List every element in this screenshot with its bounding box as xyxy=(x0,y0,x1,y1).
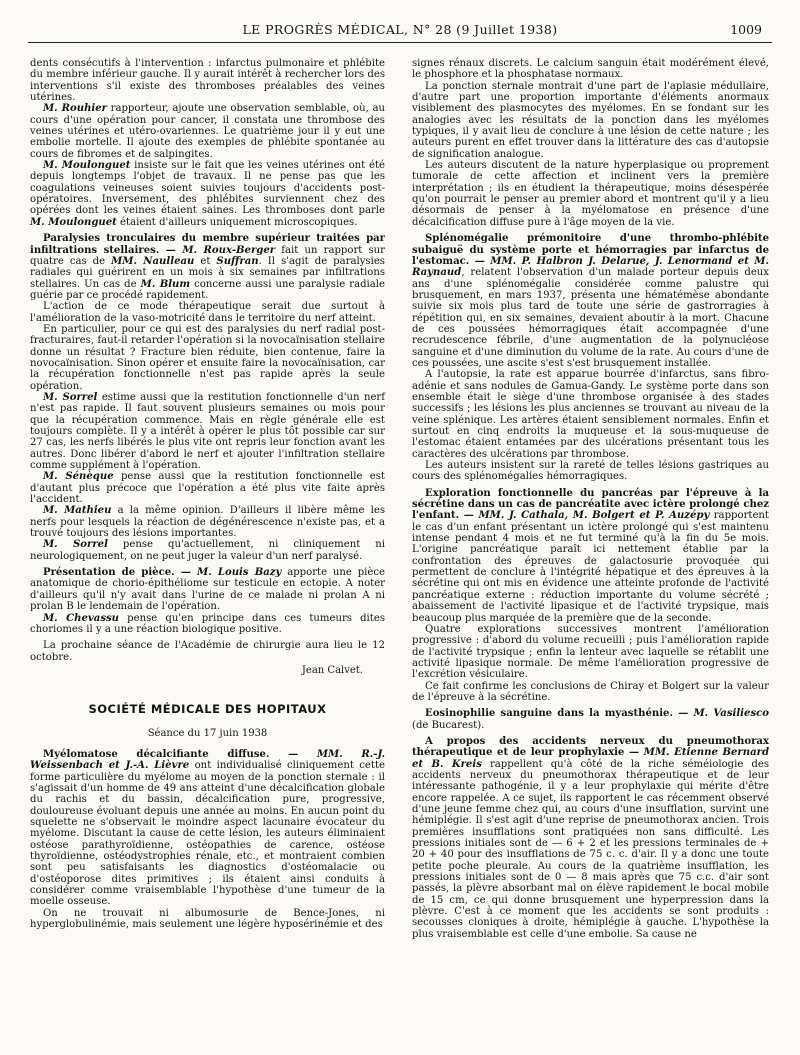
section-heading: A propos des accidents nerveux du pneumothorax thérapeutique et de leur prophylaxie xyxy=(412,735,769,759)
paragraph: Ce fait confirme les conclusions de Chiray et Bolgert sur la valeur de l'épreuve à la sécrétine. xyxy=(412,680,769,703)
page-number: 1009 xyxy=(730,22,762,37)
paragraph: M. Sorrel pense qu'actuellement, ni cliniquement ni neurologiquement, on ne peut juger la valeur d'un nerf paralysé. xyxy=(30,539,385,562)
section-exploration: Exploration fonctionnelle du pancréas par l'épreuve à la sécrétine dans un cas de pancréatite avec ictère prolongé chez l'enfant. — MM. J. Cathala, M. Bolgert et P. Auzépy rapportent le cas d'un enfant présentant un ictère prolongé qui s'est maintenu intense pendant 4 mois et ne fut terminé qu'à la fin du 5e mois. L'origine pancréatique paraît ici nettement établie par la confrontation des épreuves de galactosurie provoquée qui permettent de conclure à l'intégrité hépatique et des épreuves à la sécrétine qui ont mis en évidence une atteinte profonde de l'activité pancréatique externe : réduction importante du volume sécrété ; abaissement de l'activité lipasique et de l'activité trypsique, mais beaucoup plus marquée de la première que de la seconde. xyxy=(412,487,769,624)
header-rule xyxy=(28,42,772,43)
paragraph: Quatre explorations successives montrent l'amélioration progressive : d'abord du volume recueilli ; puis l'amélioration rapide de l'activité trypsique ; enfin la lenteur avec laquelle se rétablit une activité lipasique normale. De même l'amélioration progressive de l'excrétion vésiculaire. xyxy=(412,623,769,681)
paragraph: M. Sénèque pense aussi que la restitution fonctionnelle est d'autant plus précoce que l'opération a été plus vite faite après l'accident. xyxy=(30,471,385,506)
paragraph: M. Chevassu pense qu'en principe dans ces tumeurs dites choriomes il y a une réaction biologique positive. xyxy=(30,612,385,635)
society-heading: SOCIÉTÉ MÉDICALE DES HOPITAUX xyxy=(88,702,327,717)
paragraph: dents consécutifs à l'intervention : infarctus pulmonaire et phlébite du membre inférieur gauche. Il y aurait intérêt à rechercher lors des interventions s'il existe des thromboses préalables des veines utérines. xyxy=(30,58,385,104)
paragraph: On ne trouvait ni albumosurie de Bence-Jones, ni hyperglobulinémie, mais seulement une légère hyposérinémie et des xyxy=(30,907,385,931)
journal-title: LE PROGRÈS MÉDICAL, N° 28 (9 Juillet 1938) xyxy=(242,22,558,37)
paragraph: signes rénaux discrets. Le calcium sanguin était modérément élevé, le phosphore et la phosphatase normaux. xyxy=(412,58,769,81)
paragraph: M. Moulonguet insiste sur le fait que les veines utérines ont été depuis longtemps l'objet de travaux. Il ne pense pas que les coagulations veineuses soient suivies toujours d'accidents post-opératoires. Inversement, des phlébites surviennent chez des opérées dont les veines étaient saines. Les thromboses dont parle M. Moulonguet étaient d'ailleurs uniquement microscopiques. xyxy=(30,160,385,228)
paragraph: En particulier, pour ce qui est des paralysies du nerf radial post-fracturaires, faut-il retarder l'opération si la novocaïnisation stellaire donne un résultat ? Fracture bien réduite, bien contenue, faire la novocaïnisation. Sinon opérer et ensuite faire la novocaïnisation, car la récupération fonctionnelle n'est pas rapide après la seule opération. xyxy=(30,323,385,392)
section-heading: Paralysies tronculaires du membre supérieur traitées par infiltrations stellaires. xyxy=(30,233,385,256)
section-heading: Myélomatose décalcifiante diffuse. xyxy=(43,748,270,760)
left-column xyxy=(30,58,385,930)
section-heading: Eosinophilie sanguine dans la myasthénie. xyxy=(425,708,673,720)
section-pneumothorax: A propos des accidents nerveux du pneumothorax thérapeutique et de leur prophylaxie — MM. Etienne Bernard et B. Kreis rappellent qu'à côté de la riche séméiologie des accidents nerveux du pneumothorax thérapeutique et de leur intéressante pathogénie, il y a leur prophylaxie qui mérite d'être encore rappelée. A ce sujet, ils rapportent le cas récemment observé d'une jeune femme chez qui, au cours d'une insufflation, survint une hémiplégie. Il s'est agit d'une reprise de pneumothorax ancien. Trois premières insufflations sont pratiquées non sans difficulté. Les pressions initiales sont de — 6 + 2 et les pressions terminales de + 20 + 40 pour des insufflations de 75 c. c. d'air. Il y a donc une toute petite poche pleurale. Au cours de la quatrième insufflation, les pressions initiales sont de 0 — 8 mais après que 75 c.c. d'air sont passés, la plèvre absorbant mal on élève rapidement le bocal mobile de 15 cm, ce qui donne brusquement une hyperpression dans la plèvre. C'est à ce moment que les accidents se sont produits : secousses cloniques à droite, hémiplégie à gauche. L'hypothèse la plus vraisemblable est celle d'une embolie. Sa cause ne xyxy=(412,735,769,940)
paragraph: Les auteurs insistent sur la rareté de telles lésions gastriques au cours des splénomégalies hémorragiques. xyxy=(412,460,769,483)
paragraph: Les auteurs discutent de la nature hyperplasique ou proprement tumorale de cette affection et inclinent vers la première interprétation ; ils en étudient la thérapeutique, moins désespérée qu'on pourrait le penser au premier abord et montrent qu'il y a lieu désormais de penser à la myélomatose en présence d'une décalcification diffuse pure à l'âge moyen de la vie. xyxy=(412,160,769,228)
paragraph: La prochaine séance de l'Académie de chirurgie aura lieu le 12 octobre. xyxy=(30,640,385,663)
section-heading: Présentation de pièce. xyxy=(43,567,175,579)
paragraph: M. Mathieu a la même opinion. D'ailleurs il libère même les nerfs pour lesquels la réaction de dégénérescence n'existe pas, et a trouvé toujours des lésions importantes. xyxy=(30,505,385,540)
signature: Jean Calvet. xyxy=(301,664,363,676)
paragraph: A l'autopsie, la rate est apparue bourrée d'infarctus, sans fibro-adénie et sans nodules de Gamua-Gandy. Le système porte dans son ensemble était le siège d'une thrombose organisée à des stades successifs ; les lésions les plus anciennes se trouvant au niveau de la veine splénique. Les artères étaient sensiblement normales. Enfin et surtout en cinq endroits la muqueuse et la sous-muqueuse de l'estomac étaient entamées par des ulcérations présentant tous les caractères des ulcérations par thrombose. xyxy=(412,369,769,460)
section-splenomegalie: Splénomégalie prémonitoire d'une thrombo-phlébite subaiguë du système porte et hémorragies par infarctus de l'estomac. — MM. P. Halbron J. Delarue, J. Lenormand et M. Raynaud, relatent l'observation d'un malade porteur depuis deux ans d'une splénomégalie considérée comme palustre qui brusquement, en mars 1937, présenta une hématémèse abondante suivie six mois plus tard de toute une série de gastrorragies à répétition qui, en six semaines, devaient aboutir à la mort. Chacune de ces poussées hémorragiques était accompagnée d'une recrudescence fébrile, d'une augmentation de la polynucléose sanguine et d'une diminution du volume de la rate. Au cours d'une de ces poussées, une ascite s'est s'est brusquement installée. xyxy=(412,233,769,369)
paragraph: M. Rouhier rapporteur, ajoute une observation semblable, où, au cours d'une opération pour cancer, il constata une thrombose des veines utérines et utéro-ovariennes. Le quatrième jour il y eut une embolie mortelle. Il ajoute des exemples de phlébite spontanée au cours de fibromes et de salpingites. xyxy=(30,103,385,160)
section-myelomatose: Myélomatose décalcifiante diffuse. — MM. R.-J. Weissenbach et J.-A. Lièvre ont individualisé cliniquement cette forme particulière du myélome au moyen de la ponction sternale : il s'agissait d'un homme de 49 ans atteint d'une décalcification globale du rachis et du bassin, décalcification pure, progressive, douloureuse évoluant depuis une année au moins. En aucun point du squelette ne s'observait le moindre aspect lacunaire évocateur du myélome. Discutant la cause de cette lésion, les auteurs éliminaient ostéose parathyroïdienne, ostéopathies de carence, ostéose thyroïdienne, ostéodystrophies rénale, etc., et montraient combien sont peu satisfaisants les diagnostics d'ostéomalacie ou d'ostéoporose dites primitives ; ils étaient ainsi conduits à considérer comme vraisemblable l'hypothèse d'une tumeur de la moelle osseuse. xyxy=(30,748,385,908)
section-paralysies: Paralysies tronculaires du membre supérieur traitées par infiltrations stellaires. — M. Roux-Berger fait un rapport sur quatre cas de MM. Naulleau et Suffran. Il s'agit de paralysies radiales qui guérirent en un mois à six semaines par infiltrations stellaires. Un cas de M. Blum concerne aussi une paralysie radiale guérie par ce procédé rapidement. xyxy=(30,233,386,301)
paragraph: La ponction sternale montrait d'une part de l'aplasie médullaire, d'autre part une proportion importante d'éléments anormaux visiblement des plasmocytes des myélomes. En se fondant sur les analogies avec les résultats de la ponction dans les myélomes typiques, il y avait lieu de conclure à une lésion de cette nature ; les auteurs purent en effet trouver dans la littérature des cas d'autopsie de signification analogue. xyxy=(412,80,769,160)
section-heading: Exploration fonctionnelle du pancréas par l'épreuve à la sécrétine dans un cas de pancréatite avec ictère prolongé chez l'enfant. xyxy=(412,487,769,522)
paragraph: L'action de ce mode thérapeutique serait due surtout à l'amélioration de la vaso-motricité dans le territoire du nerf atteint. xyxy=(30,301,385,324)
right-column xyxy=(412,58,769,940)
page-header xyxy=(0,22,800,42)
section-heading: Splénomégalie prémonitoire d'une thrombo-phlébite subaiguë du système porte et hémorragies par infarctus de l'estomac. xyxy=(412,233,769,267)
section-eosinophilie: Eosinophilie sanguine dans la myasthénie. — M. Vasiliesco (de Bucarest). xyxy=(412,708,769,731)
seance-date: Séance du 17 juin 1938 xyxy=(147,727,268,739)
paragraph: M. Sorrel estime aussi que la restitution fonctionnelle d'un nerf n'est pas rapide. Il faut souvent plusieurs semaines ou mois pour que la récupération commence. Mais en règle générale elle est toujours complète. Il y a intérêt à opérer le plus tôt possible car sur 27 cas, les nerfs libérés le plus vite ont repris leur fonction avant les autres. Donc libérer d'abord le nerf et ajouter l'infiltration stellaire comme supplément à l'opération. xyxy=(30,391,385,472)
section-presentation: Présentation de pièce. — M. Louis Bazy apporte une pièce anatomique de chorio-épithéliome sur testicule en ectopie. A noter d'ailleurs qu'il n'y avait dans l'urine de ce malade ni prolan A ni prolan B le lendemain de l'opération. xyxy=(30,567,385,613)
